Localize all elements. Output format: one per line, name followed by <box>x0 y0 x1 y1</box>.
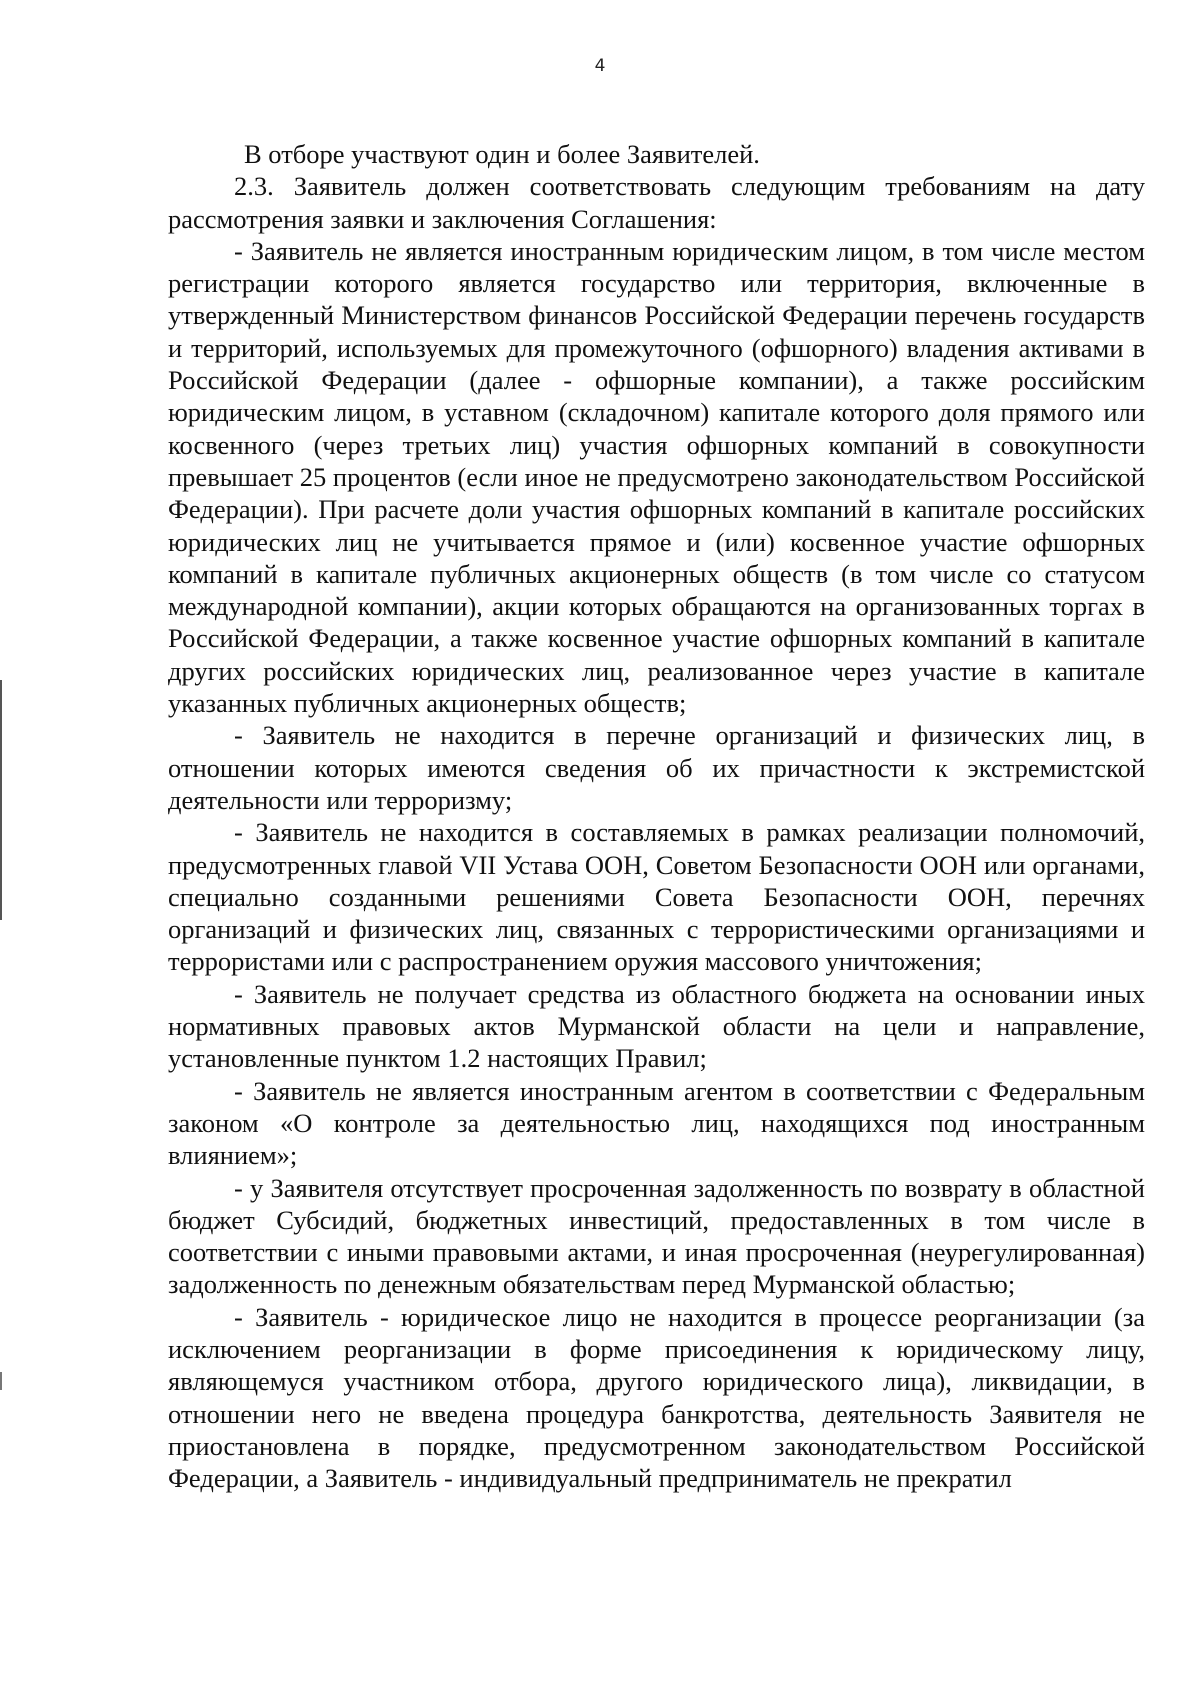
page-number: 4 <box>594 56 606 76</box>
scan-edge-mark <box>0 680 2 920</box>
paragraph-offshore-requirement: - Заявитель не является иностранным юридическим лицом, в том числе местом регистрации которого является государство или территория, включенные в утвержденный Министерством финансов Российской Федерации перечень государств и территорий, используемых для промежуточного (офшорного) владения активами в Российской Федерации (далее - офшорные компании), а также российским юридическим лицом, в уставном (складочном) капитале которого доля прямого или косвенного (через третьих лиц) участия офшорных компаний в совокупности превышает 25 процентов (если иное не предусмотрено законодательством Российской Федерации). При расчете доли участия офшорных компаний в капитале российских юридических лиц не учитывается прямое и (или) косвенное участие офшорных компаний в капитале публичных акционерных обществ (в том числе со статусом международной компании), акции которых обращаются на организованных торгах в Российской Федерации, а также косвенное участие офшорных компаний в капитале других российских юридических лиц, реализованное через участие в капитале указанных публичных акционерных обществ; <box>168 235 1145 719</box>
paragraph-foreign-agent-requirement: - Заявитель не является иностранным агентом в соответствии с Федеральным законом «О контроле за деятельностью лиц, находящихся под иностранным влиянием»; <box>168 1075 1145 1171</box>
paragraph-debt-requirement: - у Заявителя отсутствует просроченная задолженность по возврату в областной бюджет Субсидий, бюджетных инвестиций, предоставленных в том числе в соответствии с иными правовыми актами, и иная просроченная (неурегулированная) задолженность по денежным обязательствам перед Мурманской областью; <box>168 1172 1145 1300</box>
scan-edge-dot <box>0 1372 2 1390</box>
paragraph-reorganization-requirement: - Заявитель - юридическое лицо не находится в процессе реорганизации (за исключением реорганизации в форме присоединения к юридическому лицу, являющемуся участником отбора, другого юридического лица), ликвидации, в отношении него не введена процедура банкротства, деятельность Заявителя не приостановлена в порядке, предусмотренном законодательством Российской Федерации, а Заявитель - индивидуальный предприниматель не прекратил <box>168 1301 1145 1494</box>
paragraph-participants: В отборе участвуют один и более Заявителей. <box>244 139 760 169</box>
paragraph-extremism-requirement: - Заявитель не находится в перечне организаций и физических лиц, в отношении которых имеются сведения об их причастности к экстремистской деятельности или терроризму; <box>168 720 1145 815</box>
paragraph-requirements-heading: 2.3. Заявитель должен соответствовать следующим требованиям на дату рассмотрения заявки и заключения Соглашения: <box>168 171 1145 234</box>
document-body <box>168 138 1145 1494</box>
paragraph-budget-funds-requirement: - Заявитель не получает средства из областного бюджета на основании иных нормативных правовых актов Мурманской области на цели и направление, установленные пунктом 1.2 настоящих Правил; <box>168 978 1145 1074</box>
paragraph-un-sanctions-requirement: - Заявитель не находится в составляемых в рамках реализации полномочий, предусмотренных главой VII Устава ООН, Советом Безопасности ООН или органами, специально созданными решениями Совета Безопасности ООН, перечнях организаций и физических лиц, связанных с террористическими организациями и террористами или с распространением оружия массового уничтожения; <box>168 817 1145 977</box>
